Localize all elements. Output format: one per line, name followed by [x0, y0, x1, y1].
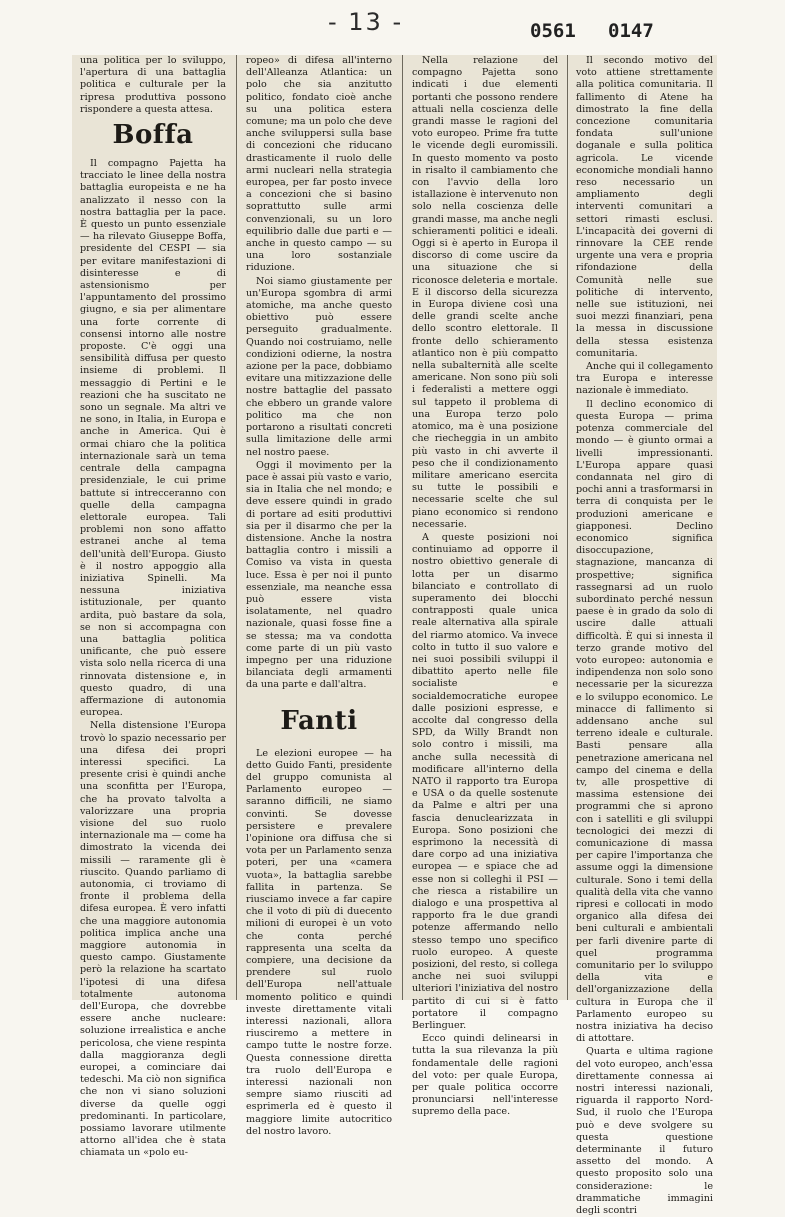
article-paragraph: Il secondo motivo del voto attiene strettamente alla politica comunitaria. Il fallimento di Atene ha dimostrato la fine della concezione comunitaria fondata sull'unione doganale e sulla politica agricola. Le vicende economiche mondiali hanno reso necessario un ampliamento degli interventi comunitari a settori rimasti esclusi. L'incapacità dei governi di rinnovare la CEE rende urgente una vera e propria rifondazione della Comunità nelle sue politiche di intervento, nelle sue istituzioni, nei suoi mezzi finanziari, pena la messa in discussione della stessa esistenza comunitaria.: [576, 55, 713, 359]
newspaper-clipping: [72, 55, 717, 1217]
article-paragraph: Nella relazione del compagno Pajetta sono indicati i due elementi portanti che possono rendere attuali nella coscienza delle grandi masse le ragioni del voto europeo. Prime fra tutte le vicende degli euromissili. In questo momento va posto in risalto il cambiamento che con l'avvio della loro istallazione è intervenuto non solo nella coscienza delle grandi masse, ma anche negli schieramenti politici e ideali. Oggi si è aperto in Europa il discorso di come uscire da una situazione che si riconosce deleteria e mortale. E il discorso della sicurezza in Europa diviene così una delle grandi scelte anche dello scontro elettorale. Il fronte dello schieramento atlantico non è più compatto nella subalternità alle scelte americane. Non sono più soli i federalisti a mettere oggi sul tappeto il problema di una Europa terzo polo atomico, ma è una posizione che riecheggia in un ambito più vasto in chi avverte il peso che il condizionamento militare americano esercita su tutte le possibili e necessarie scelte che sul piano economico si rendono necessarie.: [412, 55, 558, 530]
article-paragraph: Noi siamo giustamente per un'Europa sgombra di armi atomiche, ma anche questo obiettivo può essere perseguito gradualmente. Quando noi costruiamo, nelle condizioni odierne, la nostra azione per la pace, dobbiamo evitare una mitizzazione delle nostre battaglie del passato che ebbero un grande valore politico ma che non portarono a risultati concreti sulla limitazione delle armi nel nostro paese.: [246, 275, 392, 458]
article-paragraph: Nella distensione l'Europa trovò lo spazio necessario per una difesa dei propri interessi specifici. La presente crisi è quindi anche una sconfitta per l'Europa, che ha provato talvolta a valorizzare una propria visione del suo ruolo internazionale ma — come ha dimostrato la vicenda dei missili — raramente gli è riuscito. Quando parliamo di autonomia, ci troviamo di fronte il problema della difesa europea. È vero infatti che una maggiore autonomia politica implica anche una maggiore autonomia in questo campo. Giustamente però la relazione ha scartato l'ipotesi di una difesa totalmente autonoma dell'Europa, che dovrebbe essere anche nucleare: soluzione irrealistica e anche pericolosa, che viene respinta dalla maggioranza degli europei, a cominciare dai tedeschi. Ma ciò non significa che non vi siano soluzioni diverse da quelle oggi predominanti. In particolare, possiamo lavorare utilmente attorno all'idea che è stata chiamata un «polo eu-: [80, 720, 226, 1159]
article-paragraph: ropeo» di difesa all'interno dell'Alleanza Atlantica: un polo che sia anzitutto politico, fondato cioè anche su una politica estera comune; ma un polo che deve anche sviluppersi sulla base di concezioni che riducano drasticamente il ruolo delle armi nucleari nella strategia europea, per far posto invece a concezioni che si basino soprattutto sulle armi convenzionali, su un loro equilibrio dalle due parti e — anche in questo campo — su una loro sostanziale riduzione.: [246, 55, 392, 274]
column-divider: [567, 55, 568, 1000]
column-divider: [402, 55, 403, 1000]
column-divider: [236, 55, 237, 1000]
archive-stamp-left: 0561: [530, 20, 576, 42]
archive-stamp-right: 0147: [608, 20, 654, 42]
article-column-3: [412, 55, 558, 1118]
section-heading: Fanti: [280, 705, 358, 736]
article-paragraph: Anche qui il collegamento tra Europa e interesse nazionale è immediato.: [576, 361, 713, 397]
article-paragraph: A queste posizioni noi continuiamo ad opporre il nostro obiettivo generale di lotta per un disarmo bilanciato e controllato di superamento dei blocchi contrapposti quale unica reale alternativa alla spirale del riarmo atomico. Va invece colto in tutto il suo valore e nei suoi possibili sviluppi il dibattito aperto nelle file socialiste e socialdemocratiche europee dalle posizioni espresse, e accolte dal congresso della SPD, da Willy Brandt non solo contro i missili, ma anche sulla necessità di modificare all'interno della NATO il rapporto tra Europa e USA o da quelle sostenute da Palme e altri per una fascia denuclearizzata in Europa. Sono posizioni che esprimono la necessità di dare corpo ad una iniziativa europea — e spiace che ad esse non si colleghi il PSI — che riesca a ristabilire un dialogo e una prospettiva al rapporto fra le due grandi potenze affermando nello stesso tempo uno specifico ruolo europeo. A queste posizioni, del resto, si collega anche nei suoi sviluppi ulteriori l'iniziativa del nostro partito di cui si è fatto portatore il compagno Berlinguer.: [412, 531, 558, 1032]
article-paragraph: Ecco quindi delinearsi in tutta la sua rilevanza la più fondamentale delle ragioni del voto: per quale Europa, per quale politica occorre pronunciarsi nell'interesse supremo della pace.: [412, 1033, 558, 1118]
article-paragraph: Le elezioni europee — ha detto Guido Fanti, presidente del gruppo comunista al Parlamento europeo — saranno difficili, ne siamo convinti. Se dovesse persistere e prevalere l'opinione ora diffusa che si vota per un Parlamento senza poteri, per una «camera vuota», la battaglia sarebbe fallita in partenza. Se riusciamo invece a far capire che il voto di più di duecento milioni di europei è un voto che conta perché rappresenta una scelta da compiere, una decisione da prendere sul ruolo dell'Europa nell'attuale momento politico e quindi investe direttamente vitali interessi nazionali, allora riusciremo a mettere in campo tutte le nostre forze. Questa connessione diretta tra ruolo dell'Europa e interessi nazionali non sempre siamo riusciti ad esprimerla ed è questo il maggiore limite autocritico del nostro lavoro.: [246, 747, 392, 1137]
article-paragraph: Il compagno Pajetta ha tracciato le linee della nostra battaglia europeista e ne ha analizzato il nesso con la nostra battaglia per la pace. È questo un punto essenziale — ha rilevato Giuseppe Boffa, presidente del CESPI — sia per evitare manifestazioni di disinteresse e di astensionismo per l'appuntamento del prossimo giugno, e sia per alimentare una forte corrente di consensi intorno alle nostre proposte. C'è oggi una sensibilità diffusa per questo insieme di problemi. Il messaggio di Pertini e le reazioni che ha suscitato ne sono un segnale. Ma altri ve ne sono, in Italia, in Europa e anche in America. Qui è ormai chiaro che la politica internazionale sarà un tema centrale della campagna presidenziale, le cui prime battute si intrecceranno con quelle della campagna elettorale europea. Tali problemi non sono affatto estranei anche al tema dell'unità dell'Europa. Giusto è il nostro appoggio alla iniziativa Spinelli. Ma nessuna iniziativa istituzionale, per quanto ardita, può bastare da sola, se non si accompagna con una battaglia politica unificante, che può essere vista solo nella ricerca di una rinnovata distensione e, in questo quadro, di una affermazione di autonomia europea.: [80, 158, 226, 719]
article-column-2: [246, 55, 392, 1137]
article-paragraph: Quarta e ultima ragione del voto europeo, anch'essa direttamente connessa ai nostri interessi nazionali, riguarda il rapporto Nord-Sud, il ruolo che l'Europa può e deve svolgere su questa questione determinante il futuro assetto del mondo. A questo proposito solo una considerazione: le drammatiche immagini degli scontri: [576, 1046, 713, 1217]
article-paragraph: Oggi il movimento per la pace è assai più vasto e vario, sia in Italia che nel mondo; e deve essere quindi in grado di portare ad esiti produttivi sia per il disarmo che per la distensione. Anche la nostra battaglia contro i missili a Comiso va vista in questa luce. Essa è per noi il punto essenziale, ma neanche essa può essere vista isolatamente, nel quadro nazionale, quasi fosse fine a se stessa; ma va condotta come parte di un più vasto impegno per una riduzione bilanciata degli armamenti da una parte e dall'altra.: [246, 459, 392, 691]
article-column-1: [80, 55, 226, 1159]
section-heading: Boffa: [112, 120, 194, 151]
article-paragraph: una politica per lo sviluppo, l'apertura di una battaglia politica e culturale per la ripresa produttiva possono rispondere a questa attesa.: [80, 55, 226, 115]
article-paragraph: Il declino economico di questa Europa — prima potenza commerciale del mondo — è giunto ormai a livelli impressionanti. L'Europa appare quasi condannata nel giro di pochi anni a trasformarsi in terra di conquista per le produzioni americane e giapponesi. Declino economico significa disoccupazione, stagnazione, mancanza di prospettive; significa rassegnarsi ad un ruolo subordinato perché nessun paese è in grado da solo di uscire dalle attuali difficoltà. È qui si innesta il terzo grande motivo del voto europeo: autonomia e indipendenza non solo sono necessarie per la sicurezza e lo sviluppo economico. Le minacce di fallimento si addensano anche sul terreno ideale e culturale. Basti pensare alla penetrazione americana nel campo del cinema e della tv, alle prospettive di massima estensione dei programmi che si aprono con i satelliti e gli sviluppi tecnologici dei mezzi di comunicazione di massa per capire l'importanza che assume oggi la dimensione culturale. Sono i temi della qualità della vita che vanno ripresi e collocati in modo organico alla difesa dei beni culturali e ambientali per farli divenire parte di quel programma comunitario per lo sviluppo della vita e dell'organizzazione della cultura in Europa che il Parlamento europeo su nostra iniziativa ha deciso di attottare.: [576, 398, 713, 1045]
article-column-4: [576, 55, 713, 1217]
handwritten-page-number: - 13 -: [328, 8, 404, 36]
